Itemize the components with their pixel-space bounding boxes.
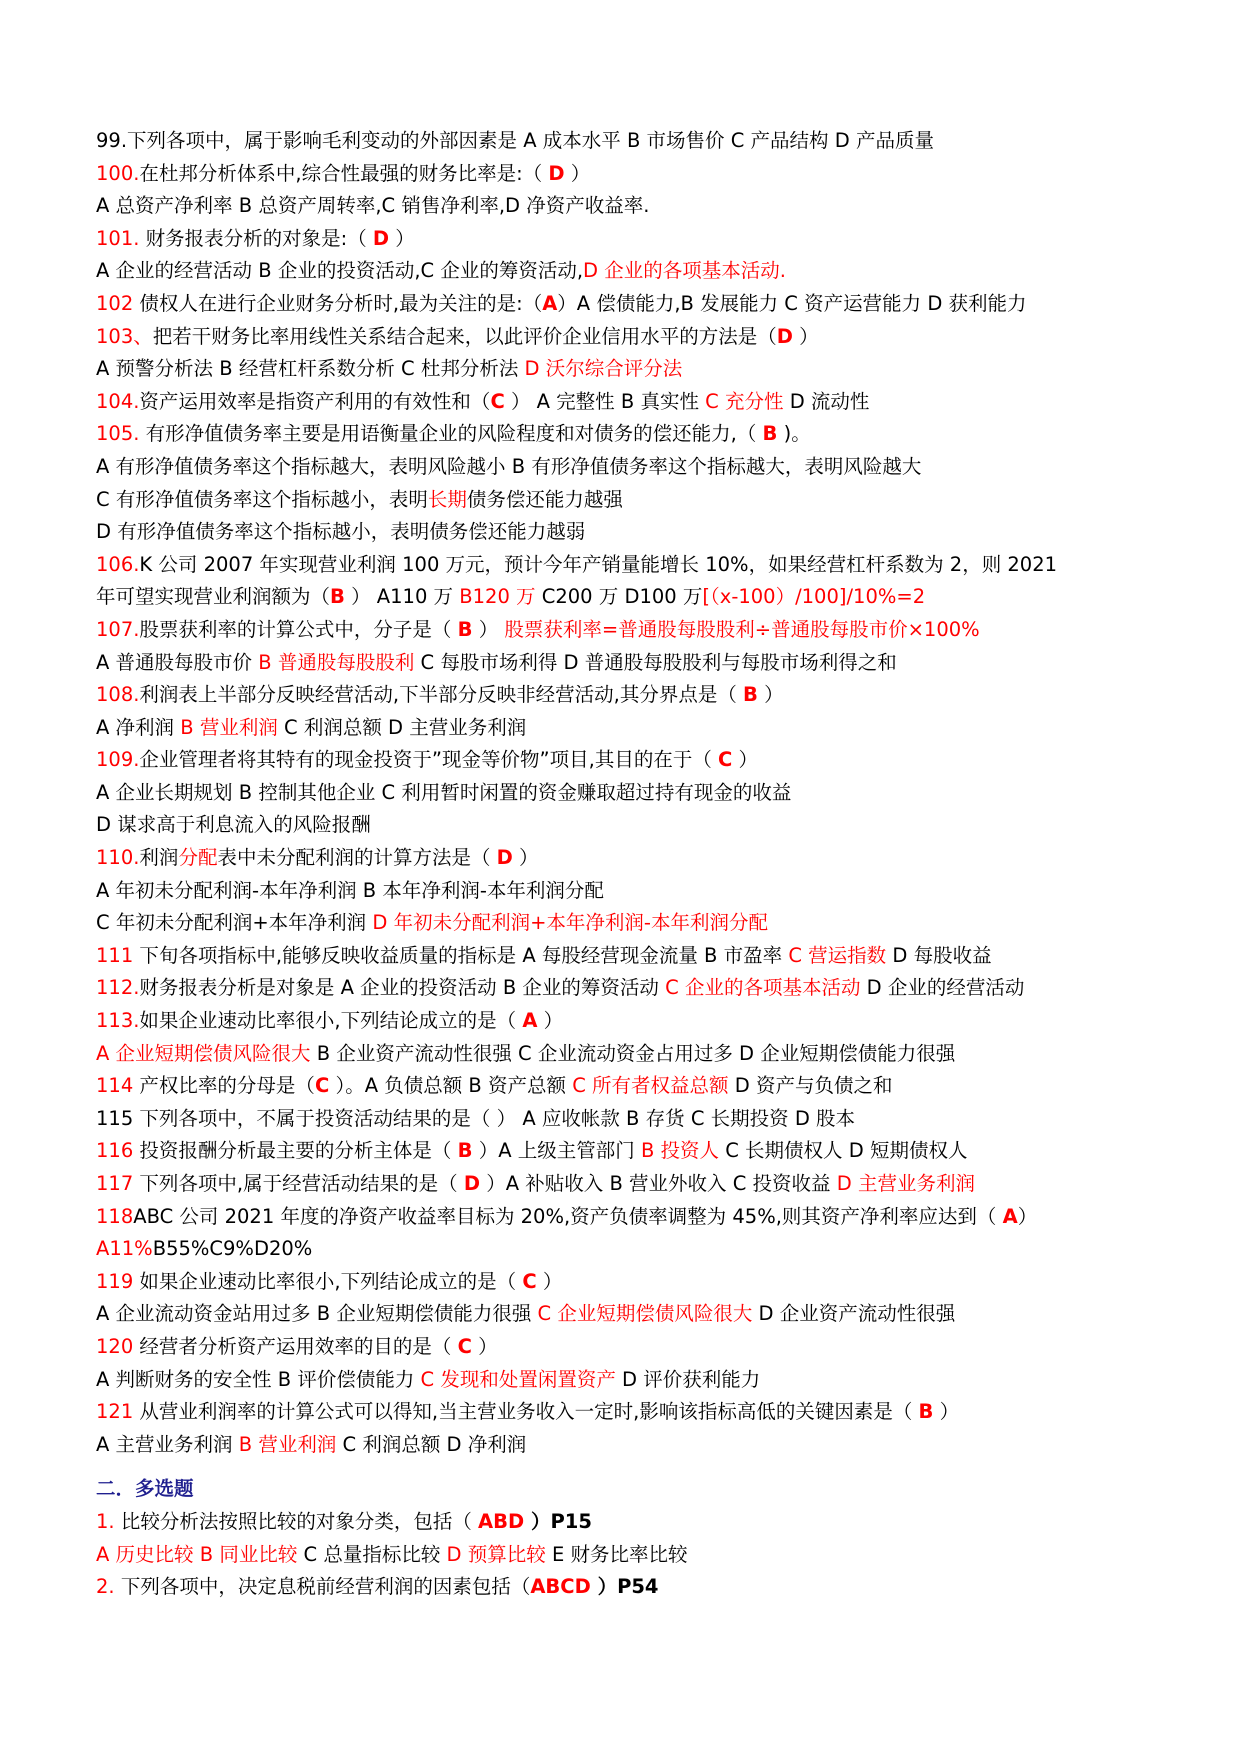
line-text: 投资报酬分析最主要的分析主体是（ <box>139 1139 458 1163</box>
text-line <box>96 907 1146 940</box>
text-line <box>96 940 1146 973</box>
text-line <box>96 386 1146 419</box>
line-text: 下列各项中,属于经营活动结果的是（ <box>139 1172 464 1195</box>
highlighted-text: C 所有者权益总额 <box>572 1074 729 1098</box>
highlighted-text: 107. <box>96 617 140 641</box>
highlighted-text: D 主营业务利润 <box>836 1172 975 1195</box>
line-text: ABC 公司 2021 年度的净资产收益率目标为 20%,资产负债率调整为 45%,则其资产净利率应达到（ <box>133 1204 1003 1228</box>
line-text: ） <box>471 1334 498 1358</box>
line-text: D 每股收益 <box>886 943 992 967</box>
text-line <box>96 1038 1146 1071</box>
highlighted-text: 121 <box>96 1400 140 1424</box>
highlighted-text: 110. <box>96 846 140 870</box>
line-text: C 长期债权人 D 短期债权人 <box>719 1139 968 1163</box>
line-text: 产权比率的分母是（ <box>139 1074 315 1098</box>
line-text: K 公司 2007 年实现营业利润 100 万元，预计今年产销量能增长 10%，如果经营杠杆系数为 2，则 2021 <box>139 552 1058 576</box>
line-text: ）P15 <box>524 1509 592 1533</box>
multi-choice-section <box>96 1506 1146 1604</box>
answer-mark: C <box>314 1074 330 1098</box>
line-text: B55%C9%D20% <box>152 1237 313 1261</box>
highlighted-text: 1. <box>96 1509 121 1533</box>
line-text: 表中未分配利润的计算方法是（ <box>217 846 497 870</box>
answer-mark: B <box>918 1400 934 1424</box>
line-text: ） <box>933 1400 960 1424</box>
text-line <box>96 1266 1146 1299</box>
text-line <box>96 1298 1146 1331</box>
line-text: A 企业的经营活动 B 企业的投资活动,C 企业的筹资活动, <box>96 259 584 283</box>
text-line <box>96 125 1146 158</box>
highlighted-text: 112. <box>96 976 140 1000</box>
line-text: 从营业利润率的计算公式可以得知,当主营业务收入一定时,影响该指标高低的关键因素是（ <box>139 1400 919 1424</box>
highlighted-text: 100. <box>96 161 140 185</box>
text-line <box>96 1429 1146 1462</box>
answer-mark: D <box>372 226 390 250</box>
line-text: C 总量指标比较 <box>297 1542 447 1566</box>
line-text: B 企业资产流动性很强 C 企业流动资金占用过多 D 企业短期偿债能力很强 <box>310 1041 956 1065</box>
line-text: ）P54 <box>590 1575 659 1599</box>
line-text: C 利润总额 D 净利润 <box>336 1432 527 1456</box>
text-line <box>96 1539 1146 1572</box>
line-text: ） <box>757 683 784 707</box>
line-text: ） <box>537 1009 564 1033</box>
answer-mark: ABD <box>478 1509 525 1533</box>
line-text: C 有形净值债务率这个指标越小，表明 <box>96 487 428 511</box>
line-text: ） <box>389 226 415 250</box>
line-text: C 每股市场利得 D 普通股每股股利与每股市场利得之和 <box>414 650 897 674</box>
text-line <box>96 484 1146 517</box>
highlighted-text: 103、 <box>96 324 153 348</box>
line-text: 在杜邦分析体系中,综合性最强的财务比率是:（ <box>139 161 549 185</box>
line-text: 企业管理者将其特有的现金投资于”现金等价物”项目,其目的在于（ <box>139 748 719 772</box>
line-text: ） <box>512 846 539 870</box>
text-line <box>96 1364 1146 1397</box>
line-text: )。 <box>777 422 811 446</box>
text-line <box>96 1331 1146 1364</box>
text-line <box>96 679 1146 712</box>
answer-mark: B <box>743 683 758 707</box>
line-text: C 年初未分配利润+本年净利润 <box>96 911 373 935</box>
highlighted-text: B 普通股每股股利 <box>258 650 415 674</box>
text-line <box>96 1571 1146 1604</box>
text-line <box>96 418 1146 451</box>
line-text: ） <box>1017 1204 1038 1228</box>
line-text: 有形净值债务率主要是用语衡量企业的风险程度和对债务的偿还能力,（ <box>145 422 763 446</box>
answer-mark: B <box>457 617 473 641</box>
highlighted-text: B 营业利润 <box>238 1432 337 1456</box>
text-line <box>96 353 1146 386</box>
text-line <box>96 321 1146 354</box>
line-text: D 企业的经营活动 <box>860 976 1025 1000</box>
highlighted-text: 116 <box>96 1139 140 1163</box>
line-text: A 净利润 <box>96 715 181 739</box>
answer-mark: C <box>457 1334 472 1358</box>
line-text: C200 万 D100 万 <box>535 585 703 609</box>
line-text: 财务报表分析是对象是 A 企业的投资活动 B 企业的筹资活动 <box>139 976 666 1000</box>
line-text: 财务报表分析的对象是:（ <box>145 226 373 250</box>
line-text: 股票获利率的计算公式中，分子是（ <box>139 617 458 641</box>
line-text: A 企业长期规划 B 控制其他企业 C 利用暂时闲置的资金赚取超过持有现金的收益 <box>96 780 792 804</box>
text-line <box>96 1506 1146 1539</box>
line-text: A 企业流动资金站用过多 B 企业短期偿债能力很强 <box>96 1302 538 1326</box>
answer-mark: A <box>522 1009 538 1033</box>
line-text: ）A 补贴收入 B 营业外收入 C 投资收益 <box>480 1172 837 1195</box>
line-text: 比较分析法按照比较的对象分类，包括（ <box>120 1509 479 1533</box>
line-text: 如果企业速动比率很小,下列结论成立的是（ <box>139 1009 523 1033</box>
text-line <box>96 516 1146 549</box>
answer-mark: D <box>496 846 513 870</box>
highlighted-text: 102 <box>96 291 140 315</box>
text-line <box>96 777 1146 810</box>
highlighted-text: C 营运指数 <box>788 943 887 967</box>
answer-mark: B <box>457 1139 473 1163</box>
answer-mark: C <box>522 1269 537 1293</box>
line-text: 如果企业速动比率很小,下列结论成立的是（ <box>139 1269 523 1293</box>
line-text: A 判断财务的安全性 B 评价偿债能力 <box>96 1367 421 1391</box>
answer-mark: A <box>542 291 558 315</box>
answer-mark: D <box>463 1172 481 1195</box>
text-line <box>96 1070 1146 1103</box>
line-text: 下列各项中，决定息税前经营利润的因素包括（ <box>120 1575 531 1599</box>
line-text: 利润 <box>139 846 179 870</box>
line-text: ） A110 万 <box>344 585 460 609</box>
highlighted-text: A 企业短期偿债风险很大 <box>96 1041 311 1065</box>
document-body <box>96 125 1146 1604</box>
text-line <box>96 1233 1146 1266</box>
highlighted-text: A11% <box>96 1237 153 1261</box>
text-line <box>96 744 1146 777</box>
text-line <box>96 1103 1146 1136</box>
highlighted-text: 111 <box>96 943 140 967</box>
line-text: ） <box>472 617 505 641</box>
line-text: ） <box>732 748 759 772</box>
answer-mark: D <box>776 324 793 348</box>
text-line <box>96 1005 1146 1038</box>
highlighted-text: B120 万 <box>459 585 536 609</box>
highlighted-text: 股票获利率=普通股每股股利÷普通股每股市价×100% <box>504 617 980 641</box>
line-text: A 有形净值债务率这个指标越大，表明风险越小 B 有形净值债务率这个指标越大，表明风险越大 <box>96 454 922 478</box>
text-line <box>96 1168 1146 1201</box>
line-text: A 总资产净利率 B 总资产周转率,C 销售净利率,D 净资产收益率. <box>96 194 650 218</box>
highlighted-text: C 企业短期偿债风险很大 <box>537 1302 753 1326</box>
highlighted-text: 101. <box>96 226 146 250</box>
highlighted-text: 106. <box>96 552 140 576</box>
section-heading: 二．多选题 <box>96 1477 194 1501</box>
line-text: A 普通股每股市价 <box>96 650 259 674</box>
line-text: D 企业资产流动性很强 <box>752 1302 956 1326</box>
highlighted-text: 分配 <box>178 846 218 870</box>
text-line <box>96 809 1146 842</box>
line-text: A 预警分析法 B 经营杠杆系数分析 C 杜邦分析法 <box>96 357 525 381</box>
highlighted-text: 113. <box>96 1009 140 1033</box>
highlighted-text: 长期 <box>427 487 467 511</box>
highlighted-text: D 沃尔综合评分法 <box>524 357 683 381</box>
line-text: ）A 上级主管部门 <box>472 1139 641 1163</box>
line-text: 资产运用效率是指资产利用的有效性和（ <box>139 389 491 413</box>
line-text: ） <box>792 324 819 348</box>
text-line <box>96 549 1146 582</box>
text-line <box>96 842 1146 875</box>
text-line <box>96 712 1146 745</box>
text-line <box>96 451 1146 484</box>
highlighted-text: C 充分性 <box>705 389 784 413</box>
highlighted-text: A 历史比较 B 同业比较 <box>96 1542 298 1566</box>
highlighted-text: 120 <box>96 1334 140 1358</box>
answer-mark: A <box>1002 1204 1018 1228</box>
line-text: 利润表上半部分反映经营活动,下半部分反映非经营活动,其分界点是（ <box>139 683 744 707</box>
line-text: A 主营业务利润 <box>96 1432 239 1456</box>
line-text: 下旬各项指标中,能够反映收益质量的指标是 A 每股经营现金流量 B 市盈率 <box>139 943 789 967</box>
highlighted-text: 2. <box>96 1575 121 1599</box>
text-line <box>96 614 1146 647</box>
text-line <box>96 581 1146 614</box>
line-text: 99.下列各项中，属于影响毛利变动的外部因素是 A 成本水平 B 市场售价 C 产品结构 D 产品质量 <box>96 129 934 152</box>
line-text: D 资产与负债之和 <box>728 1074 893 1098</box>
highlighted-text: B 投资人 <box>640 1139 720 1163</box>
answer-mark: B <box>762 422 778 446</box>
line-text: A 年初未分配利润-本年净利润 B 本年净利润-本年利润分配 <box>96 878 604 902</box>
single-choice-section <box>96 125 1146 1461</box>
line-text: 经营者分析资产运用效率的目的是（ <box>139 1334 458 1358</box>
line-text: 把若干财务比率用线性关系结合起来，以此评价企业信用水平的方法是（ <box>152 324 777 348</box>
line-text: ） <box>564 161 591 185</box>
line-text: E 财务比率比较 <box>545 1542 688 1566</box>
text-line <box>96 875 1146 908</box>
line-text: ）。A 负债总额 B 资产总额 <box>329 1074 573 1098</box>
highlighted-text: 105. <box>96 422 146 446</box>
highlighted-text: 118 <box>96 1204 134 1228</box>
highlighted-text: C 发现和处置闲置资产 <box>420 1367 616 1391</box>
line-text: 115 下列各项中，不属于投资活动结果的是（ ） A 应收帐款 B 存货 C 长期投资 D 股本 <box>96 1106 856 1130</box>
highlighted-text: D 年初未分配利润+本年净利润-本年利润分配 <box>372 911 768 935</box>
text-line <box>96 1396 1146 1429</box>
highlighted-text: 108. <box>96 683 140 707</box>
line-text: ） <box>536 1269 563 1293</box>
answer-mark: ABCD <box>530 1575 591 1599</box>
line-text: ）A 偿债能力,B 发展能力 C 资产运营能力 D 获利能力 <box>557 291 1027 315</box>
text-line <box>96 1135 1146 1168</box>
highlighted-text: [（x-100）/100]/10%=2 <box>702 585 926 609</box>
highlighted-text: 109. <box>96 748 140 772</box>
line-text: D 流动性 <box>783 389 870 413</box>
answer-mark: C <box>490 389 505 413</box>
line-text: 债务偿还能力越强 <box>466 487 623 511</box>
line-text: 债权人在进行企业财务分析时,最为关注的是:（ <box>139 291 543 315</box>
highlighted-text: D 预算比较 <box>446 1542 546 1566</box>
line-text: D 有形净值债务率这个指标越小，表明债务偿还能力越弱 <box>96 520 586 544</box>
highlighted-text: 104. <box>96 389 140 413</box>
text-line <box>96 158 1146 191</box>
answer-mark: B <box>330 585 345 609</box>
line-text: C 利润总额 D 主营业务利润 <box>277 715 527 739</box>
line-text: D 评价获利能力 <box>615 1367 761 1391</box>
line-text: 年可望实现营业利润额为（ <box>96 585 331 609</box>
answer-mark: C <box>718 748 733 772</box>
text-line <box>96 288 1146 321</box>
highlighted-text: 114 <box>96 1074 140 1098</box>
highlighted-text: B 营业利润 <box>180 715 278 739</box>
text-line <box>96 972 1146 1005</box>
highlighted-text: 117 <box>96 1172 140 1195</box>
highlighted-text: D 企业的各项基本活动. <box>583 259 786 283</box>
text-line <box>96 1201 1146 1234</box>
highlighted-text: 119 <box>96 1269 140 1293</box>
line-text: D 谋求高于利息流入的风险报酬 <box>96 813 371 837</box>
highlighted-text: C 企业的各项基本活动 <box>665 976 861 1000</box>
line-text: ） A 完整性 B 真实性 <box>504 389 706 413</box>
answer-mark: D <box>548 161 565 185</box>
text-line <box>96 255 1146 288</box>
text-line <box>96 647 1146 680</box>
text-line <box>96 190 1146 223</box>
text-line <box>96 223 1146 256</box>
